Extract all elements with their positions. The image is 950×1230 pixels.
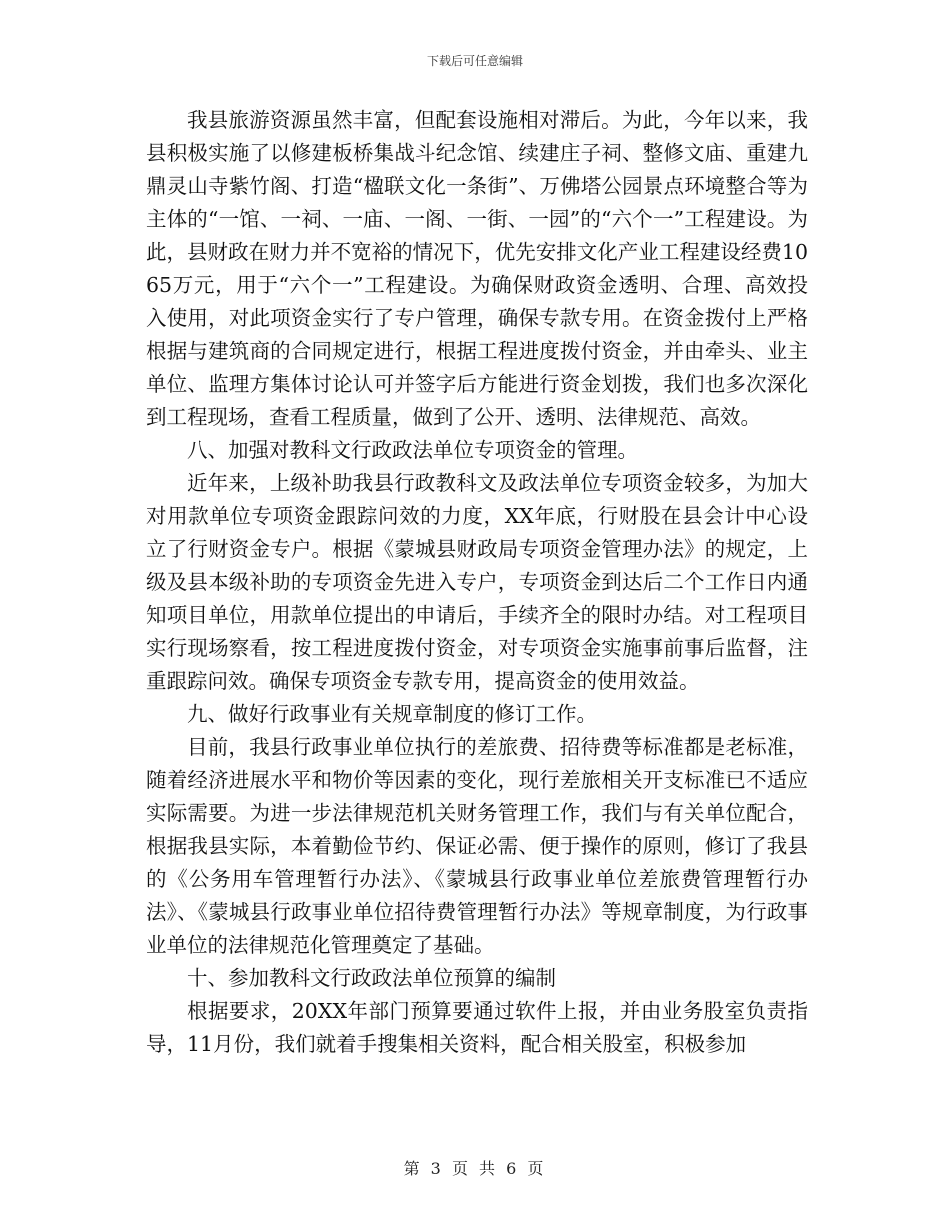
page-number-footer: 第 3 页 共 6 页 <box>403 1159 547 1178</box>
paragraph-tourism-projects: 我县旅游资源虽然丰富，但配套设施相对滞后。为此，今年以来，我县积极实施了以修建板桥集战斗纪念馆、续建庄子祠、整修文庙、重建九鼎灵山寺紫竹阁、打造“楹联文化一条街”、万佛塔公园景点环境整合等为主体的“一馆、一祠、一庙、一阁、一街、一园”的“六个一”工程建设。为此，县财政在财力并不宽裕的情况下，优先安排文化产业工程建设经费1065万元，用于“六个一”工程建设。为确保财政资金透明、合理、高效投入使用，对此项资金实行了专户管理，确保专款专用。在资金拨付上严格根据与建筑商的合同规定进行，根据工程进度拨付资金，并由牵头、业主单位、监理方集体讨论认可并签字后方能进行资金划拨，我们也多次深化到工程现场，查看工程质量，做到了公开、透明、法律规范、高效。 <box>146 108 808 429</box>
document-body <box>146 104 808 1061</box>
paragraph-regulations: 目前，我县行政事业单位执行的差旅费、招待费等标准都是老标准，随着经济进展水平和物价等因素的变化，现行差旅相关开支标准已不适应实际需要。为进一步法律规范机关财务管理工作，我们与有关单位配合，根据我县实际，本着勤俭节约、保证必需、便于操作的原则，修订了我县的《公务用车管理暂行办法》、《蒙城县行政事业单位差旅费管理暂行办法》、《蒙城县行政事业单位招待费管理暂行办法》等规章制度，为行政事业单位的法律规范化管理奠定了基础。 <box>146 735 808 957</box>
section-heading-10: 十、参加教科文行政政法单位预算的编制 <box>187 966 556 990</box>
paragraph-budget: 根据要求，20XX年部门预算要通过软件上报，并由业务股室负责指导，11月份，我们就着手搜集相关资料，配合相关股室，积极参加 <box>146 999 808 1056</box>
page-header-note: 下载后可任意编辑 <box>426 54 523 68</box>
section-heading-8: 八、加强对教科文行政政法单位专项资金的管理。 <box>187 438 638 462</box>
paragraph-special-funds: 近年来，上级补助我县行政教科文及政法单位专项资金较多，为加大对用款单位专项资金跟踪问效的力度，XX年底，行财股在县会计中心设立了行财资金专户。根据《蒙城县财政局专项资金管理办法》的规定，上级及县本级补助的专项资金先进入专户，专项资金到达后二个工作日内通知项目单位，用款单位提出的申请后，手续齐全的限时办结。对工程项目实行现场察看，按工程进度拨付资金，对专项资金实施事前事后监督，注重跟踪问效。确保专项资金专款专用，提高资金的使用效益。 <box>146 471 808 693</box>
section-heading-9: 九、做好行政事业有关规章制度的修订工作。 <box>187 702 597 726</box>
